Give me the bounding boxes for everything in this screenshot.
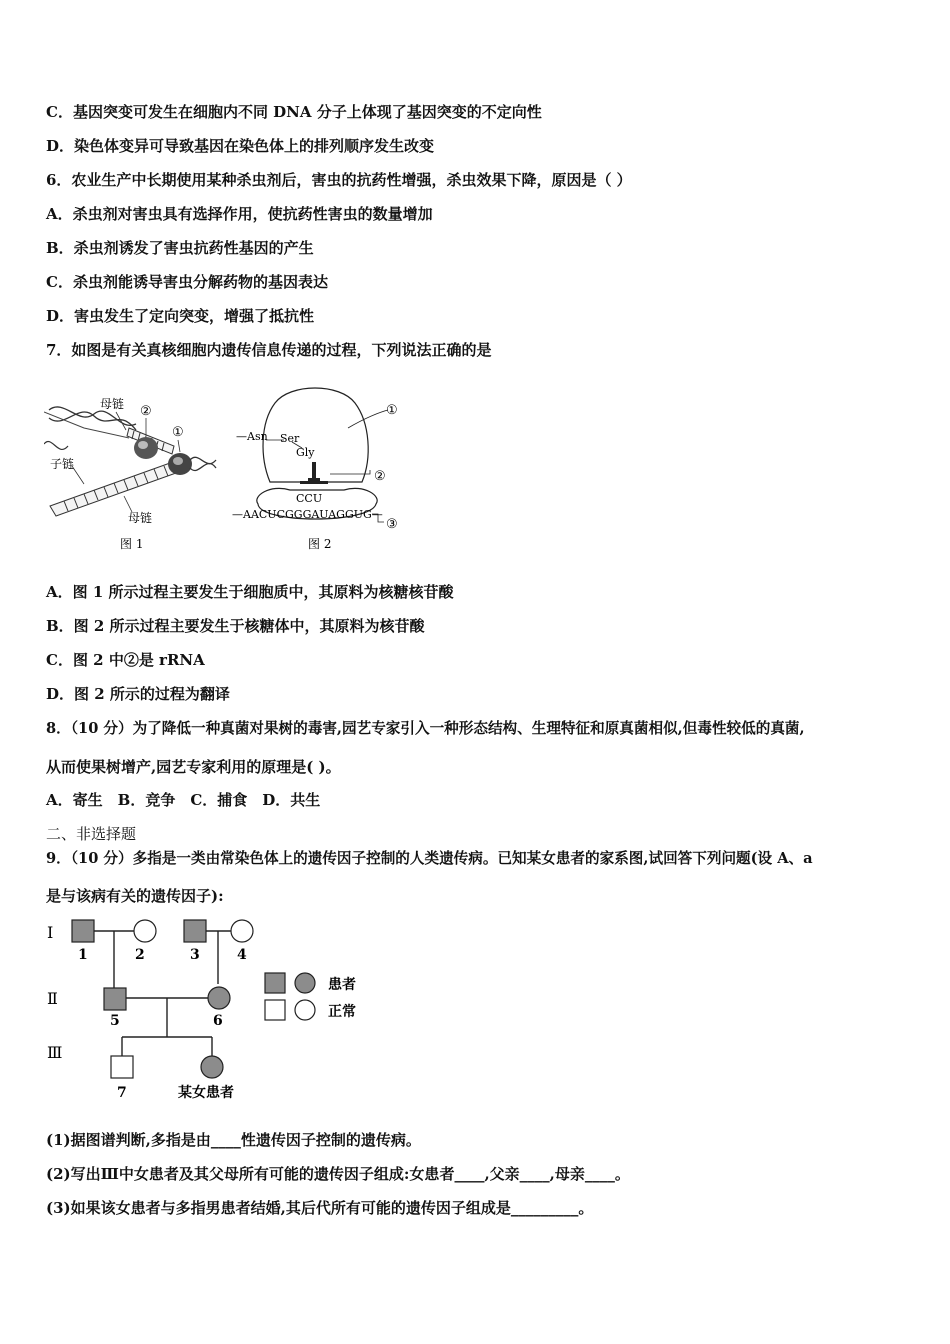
generation-I: Ⅰ — [47, 923, 54, 942]
label-4: 4 — [237, 947, 247, 963]
fig1-label-child: 子链 — [50, 457, 75, 471]
q7-option-a: A．图 1 所示过程主要发生于细胞质中，其原料为核糖核苷酸 — [46, 583, 454, 601]
pedigree-individual-2-normal-female — [134, 920, 156, 942]
q6-option-c: C．杀虫剂能诱导害虫分解药物的基因表达 — [46, 273, 328, 291]
label-5: 5 — [110, 1013, 120, 1029]
pedigree-individual-6-affected-female — [208, 987, 230, 1009]
q7-option-c: C．图 2 中②是 rRNA — [46, 651, 205, 669]
label-2: 2 — [135, 947, 145, 963]
legend-patient-label: 患者 — [328, 977, 356, 993]
fig1-marker-1: ① — [172, 425, 184, 440]
label-6: 6 — [213, 1013, 223, 1029]
pedigree-individual-1-affected-male — [72, 920, 94, 942]
fig2-mrna-sequence: —AACUCGGGAUAGGUG— — [232, 508, 383, 521]
q9-sub2: (2)写出Ⅲ中女患者及其父母所有可能的遗传因子组成:女患者____,父亲____,母亲____。 — [46, 1165, 630, 1183]
generation-III: Ⅲ — [47, 1043, 63, 1062]
q5-option-c: C．基因突变可发生在细胞内不同 DNA 分子上体现了基因突变的不定向性 — [46, 103, 542, 121]
q7-option-b: B．图 2 所示过程主要发生于核糖体中，其原料为核苷酸 — [46, 617, 425, 635]
figure-1-replication — [44, 388, 224, 558]
fig2-anticodon: CCU — [296, 492, 323, 505]
q9-stem-line2: 是与该病有关的遗传因子): — [46, 887, 224, 905]
label-female-patient: 某女患者 — [178, 1085, 234, 1101]
q9-stem-line1: 9．（10 分）多指是一类由常染色体上的遗传因子控制的人类遗传病。已知某女患者的家系图,试回答下列问题(设 A、a — [46, 850, 813, 867]
pedigree-chart — [44, 912, 374, 1104]
fig1-label-mother-bottom: 母链 — [128, 511, 153, 525]
legend-affected-male-symbol — [265, 973, 285, 993]
pedigree-female-patient — [201, 1056, 223, 1078]
q9-sub1: (1)据图谱判断,多指是由____性遗传因子控制的遗传病。 — [46, 1131, 421, 1149]
pedigree-individual-3-affected-male — [184, 920, 206, 942]
q6-option-b: B．杀虫剂诱发了害虫抗药性基因的产生 — [46, 239, 314, 257]
q6-option-d: D．害虫发生了定向突变，增强了抵抗性 — [46, 307, 315, 325]
legend-normal-male-symbol — [265, 1000, 285, 1020]
legend-normal-female-symbol — [295, 1000, 315, 1020]
fig2-marker-2: ② — [374, 469, 386, 484]
figure-2-translation — [230, 378, 420, 558]
label-3: 3 — [190, 947, 200, 963]
q8-stem-line1: 8．（10 分）为了降低一种真菌对果树的毒害,园艺专家引入一种形态结构、生理特征和原真菌相似,但毒性较低的真菌, — [46, 720, 805, 737]
fig2-aa-gly: Gly — [296, 446, 315, 459]
fig2-aa-asn: —Asn — [236, 430, 268, 443]
label-1: 1 — [78, 947, 88, 963]
q7-option-d: D．图 2 所示的过程为翻译 — [46, 685, 230, 703]
pedigree-individual-7-normal-male — [111, 1056, 133, 1078]
fig2-caption: 图 2 — [308, 537, 332, 551]
q8-options: A．寄生 B．竞争 C．捕食 D．共生 — [46, 791, 321, 809]
q6-stem: 6．农业生产中长期使用某种杀虫剂后，害虫的抗药性增强，杀虫效果下降，原因是（ ） — [46, 171, 632, 189]
fig2-aa-ser: Ser — [280, 432, 300, 445]
generation-II: Ⅱ — [47, 989, 58, 1008]
legend-normal-label: 正常 — [328, 1004, 356, 1020]
fig2-marker-1: ① — [386, 403, 398, 418]
q9-sub3: (3)如果该女患者与多指男患者结婚,其后代所有可能的遗传因子组成是_________。 — [46, 1199, 594, 1217]
pedigree-individual-5-affected-male — [104, 988, 126, 1010]
q6-option-a: A．杀虫剂对害虫具有选择作用，使抗药性害虫的数量增加 — [46, 205, 433, 223]
section-title-non-choice: 二、非选择题 — [46, 825, 137, 843]
pedigree-individual-4-normal-female — [231, 920, 253, 942]
fig1-marker-2: ② — [140, 404, 152, 419]
q7-stem: 7．如图是有关真核细胞内遗传信息传递的过程，下列说法正确的是 — [46, 341, 492, 359]
fig1-caption: 图 1 — [120, 537, 144, 551]
fig1-label-mother-top: 母链 — [100, 397, 125, 411]
q5-option-d: D．染色体变异可导致基因在染色体上的排列顺序发生改变 — [46, 137, 435, 155]
label-7: 7 — [117, 1085, 127, 1101]
legend-affected-female-symbol — [295, 973, 315, 993]
q8-stem-line2: 从而使果树增产,园艺专家利用的原理是( )。 — [46, 758, 341, 776]
fig2-marker-3: ③ — [386, 517, 398, 532]
